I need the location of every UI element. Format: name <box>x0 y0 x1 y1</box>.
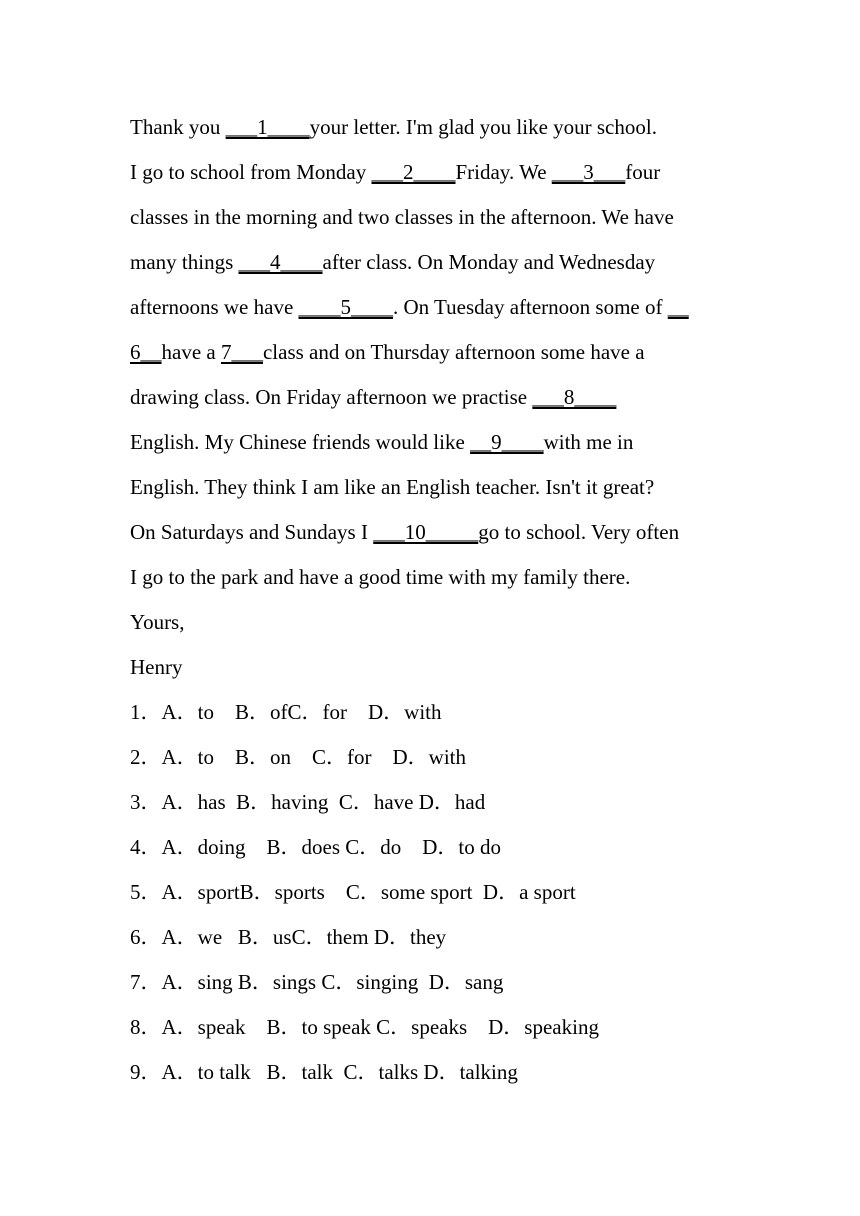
letter-text: many things <box>130 250 239 274</box>
answer-blank: ___10_____ <box>373 520 479 544</box>
answer-blank: ___4____ <box>238 250 323 274</box>
letter-line <box>130 285 750 330</box>
letter-text: classes in the morning and two classes in the afternoon. We have <box>130 205 674 229</box>
question-item: 1．A．to B．ofC．for D．with <box>130 700 442 724</box>
letter-text: drawing class. On Friday afternoon we practise <box>130 385 533 409</box>
letter-text: Thank you <box>130 115 226 139</box>
answer-blank: 6__ <box>130 340 162 364</box>
letter-signature: Henry <box>130 655 183 679</box>
answer-blank: ___8____ <box>532 385 617 409</box>
letter-text: English. My Chinese friends would like <box>130 430 471 454</box>
letter-line <box>130 105 750 150</box>
letter-text: afternoons we have <box>130 295 299 319</box>
letter-text: after class. On Monday and Wednesday <box>322 250 656 274</box>
question-item: 5．A．sportB．sports C．some sport D．a sport <box>130 880 576 904</box>
letter-text: English. They think I am like an English teacher. Isn't it great? <box>130 475 655 499</box>
worksheet-page <box>130 105 750 1095</box>
question-item: 7．A．sing B．sings C．singing D．sang <box>130 970 504 994</box>
question-item: 6．A．we B．usC．them D．they <box>130 925 447 949</box>
letter-text: I go to school from Monday <box>130 160 372 184</box>
answer-blank: __9____ <box>470 430 544 454</box>
question-list <box>130 690 750 1095</box>
question-item: 4．A．doing B．does C．do D．to do <box>130 835 502 859</box>
letter-text: On Saturdays and Sundays I <box>130 520 374 544</box>
letter-line <box>130 195 750 240</box>
answer-blank: ___1____ <box>225 115 310 139</box>
letter-text: I go to the park and have a good time with my family there. <box>130 565 631 589</box>
letter-text: Friday. We <box>455 160 552 184</box>
answer-blank: __ <box>667 295 689 319</box>
letter-line <box>130 150 750 195</box>
letter-text: class and on Thursday afternoon some have a <box>262 340 645 364</box>
letter-passage <box>130 105 750 600</box>
letter-text: your letter. I'm glad you like your school. <box>309 115 657 139</box>
letter-line <box>130 555 750 600</box>
letter-line <box>130 510 750 555</box>
letter-text: have a <box>161 340 221 364</box>
letter-text: go to school. Very often <box>478 520 680 544</box>
letter-line <box>130 465 750 510</box>
letter-text: . On Tuesday afternoon some of <box>393 295 668 319</box>
letter-closing: Yours, <box>130 610 185 634</box>
answer-blank: ____5____ <box>298 295 394 319</box>
question-item: 2．A．to B．on C．for D．with <box>130 745 466 769</box>
question-item: 9．A．to talk B．talk C．talks D．talking <box>130 1060 518 1084</box>
answer-blank: ___3___ <box>551 160 626 184</box>
letter-line <box>130 420 750 465</box>
answer-blank: 7___ <box>220 340 263 364</box>
letter-line <box>130 330 750 375</box>
answer-blank: ___2____ <box>371 160 456 184</box>
letter-line <box>130 240 750 285</box>
letter-text: four <box>625 160 661 184</box>
letter-line <box>130 375 750 420</box>
question-item: 3．A．has B．having C．have D．had <box>130 790 486 814</box>
question-item: 8．A．speak B．to speak C．speaks D．speaking <box>130 1015 599 1039</box>
letter-text: with me in <box>543 430 634 454</box>
